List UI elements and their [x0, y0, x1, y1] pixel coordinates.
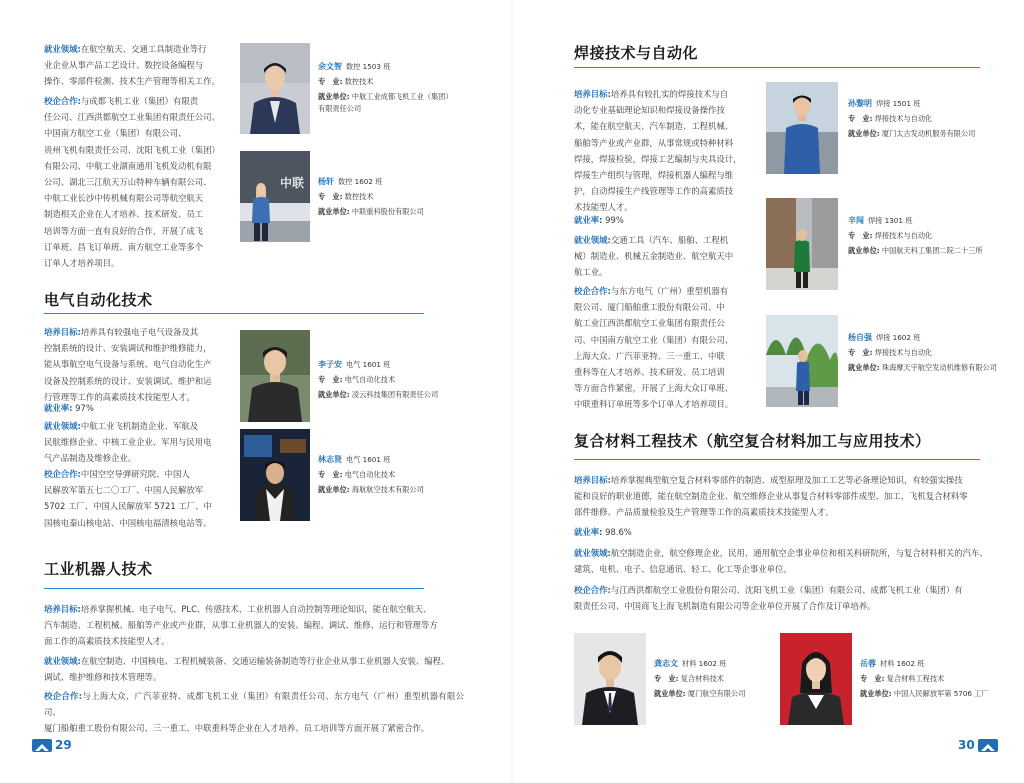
robot-coop: 校企合作:与上海大众、广汽菲亚特、成都飞机工业（集团）有限责任公司、东方电气（广州）重型机器有限公司、 厦门船舶重工股份有限公司、三一重工、中联重科等企业在人才培养、员工培训等方面开展了紧密合作。	[44, 691, 464, 734]
student-photo	[766, 82, 838, 174]
section-title: 焊接技术与自动化	[574, 44, 699, 62]
weld-rate: 就业率: 99%	[574, 215, 624, 225]
elec-employment: 就业领域:中航工业飞机制造企业、军航及 民航维修企业、中核工业企业、军用与民用电 气产品制造及维修企业。	[44, 421, 212, 464]
student-photo	[766, 198, 838, 290]
robot-employment: 就业领域:在航空制造、中国核电、工程机械装备、交通运输装备制造等行业企业从事工业机器人安装、编程、 调试、维护维修和技术管理等。	[44, 656, 450, 683]
student-photo	[574, 633, 646, 725]
student-info: 余文智 数控 1503 班 专 业: 数控技术 就业单位: 中航工业成都飞机工业（集团） 有限责任公司	[318, 62, 453, 113]
label: 就业领域:	[44, 44, 81, 54]
weld-coop: 校企合作:与东方电气（广州）重型机器有 限公司、厦门船舶重工股份有限公司、中 航工业江西洪都航空工业集团有限责任公 司、中国南方航空工业（集团）有限公司、 上海大众、广汽菲亚特、三一重工、中联 重科等在人才培养、技术研发、员工培训 等方面合作紧密，开展了上海大众订单班、 中联重科订单班等多个订单人才培养项目。	[574, 286, 734, 410]
section-title: 复合材料工程技术（航空复合材料加工与应用技术）	[574, 432, 931, 450]
student-info: 杨轩 数控 1602 班 专 业: 数控技术 就业单位: 中联重科股份有限公司	[318, 177, 424, 216]
student-photo	[766, 315, 838, 407]
student-photo	[780, 633, 852, 725]
college-logo-icon	[32, 739, 52, 752]
robot-goal: 培养目标:培养掌握机械、电子电气、PLC、传感技术、工业机器人自动控制等理论知识，能在航空航天、 汽车制造、工程机械、船舶等产业或产业群，从事工业机器人的安装、编程、调试、维修、运行和管理等方 面工作的高素质技术技能型人才。	[44, 604, 438, 647]
student-photo	[240, 429, 310, 521]
top-employment: 就业领域:在航空航天、交通工具制造业等行 业企业从事产品工艺设计、数控设备编程与 操作、零部件检测、技术生产管理等相关工作。	[44, 44, 220, 87]
top-coop: 校企合作:与成都飞机工业（集团）有限责 任公司、江西洪都航空工业集团有限责任公司、 中国南方航空工业（集团）有限公司、 贵州飞机有限责任公司、沈阳飞机工业（集团） 有限公司、中航工业湖南通用飞机发动机有限 公司、湖北三江航天万山特种车辆有限公司、 中航工业长沙中传机械有限公司等航空航天 制造相关企业在人才培养、技术研发、员工 培训等方面一直有良好的合作，开展了成飞 订单班、昌飞订单班、南方航空工业等多个 订单人才培养项目。	[44, 96, 220, 269]
comp-coop: 校企合作:与江西洪都航空工业股份有限公司、沈阳飞机工业（集团）有限公司、成都飞机工业（集团）有 限责任公司、中国商飞上海飞机制造有限公司等企业单位开展了合作及订单培养。	[574, 585, 963, 612]
student-info: 岳蓉 材料 1602 班 专 业: 复合材料工程技术 就业单位: 中国人民解放军第 5706 工厂	[860, 659, 989, 698]
section-title: 电气自动化技术	[44, 291, 153, 309]
student-info: 孙黎明 焊接 1501 班 专 业: 焊接技术与自动化 就业单位: 厦门太古发动机服务有限公司	[848, 99, 976, 138]
elec-goal: 培养目标:培养具有较强电子电气设备及其 控制系统的设计、安装调试和维护维修能力， 能从事航空电气设备与系统、电气自动化生产 设备及控制系统的设计、安装调试、维护和运 行管理等工作的高素质技术技能型人才。	[44, 327, 212, 402]
student-photo	[240, 151, 310, 242]
section-title: 工业机器人技术	[44, 560, 153, 578]
right-page	[512, 0, 1024, 783]
section-divider	[44, 588, 424, 589]
section-divider	[574, 67, 980, 68]
student-info: 龚志文 材料 1602 班 专 业: 复合材料技术 就业单位: 厦门航空有限公司	[654, 659, 746, 698]
section-divider	[44, 313, 424, 314]
college-logo-icon	[978, 739, 998, 752]
student-info: 林志贤 电气 1601 班 专 业: 电气自动化技术 就业单位: 海航航空技术有限公司	[318, 455, 424, 494]
weld-goal: 培养目标:培养具有较扎实的焊接技术与自 动化专业基础理论知识和焊接设备操作技 术，能在航空航天、汽车制造、工程机械、 船舶等产业或产业群，从事常规或特种材料 焊接，焊接检验，焊接工艺编制与夹具设计， 焊接生产组织与管理，焊接机器人编程与维 护，自动焊接生产线管理等工作的高素质技 术技能型人才。	[574, 89, 742, 213]
svg-text:中联: 中联	[280, 176, 305, 190]
page-number: 29	[55, 738, 72, 752]
comp-rate: 就业率: 98.6%	[574, 527, 632, 537]
comp-employment: 就业领域:航空制造企业，航空修理企业，民用、通用航空企事业单位和相关科研院所，与复合材料相关的汽车、 建筑、电机、电子、信息通讯、轻工、化工等企事业单位。	[574, 548, 988, 575]
student-info: 杨自强 焊接 1602 班 专 业: 焊接技术与自动化 就业单位: 珠海摩天宇航空发动机维修有限公司	[848, 333, 997, 372]
student-photo	[240, 330, 310, 422]
student-photo	[240, 43, 310, 134]
elec-rate: 就业率: 97%	[44, 403, 94, 413]
weld-employment: 就业领域:交通工具（汽车、船舶、工程机 械）制造业、机械五金制造业、航空航天中 航工业。	[574, 235, 734, 278]
label: 校企合作:	[44, 96, 81, 106]
section-divider	[574, 459, 980, 460]
student-info: 李子安 电气 1601 班 专 业: 电气自动化技术 就业单位: 凌云科技集团有限责任公司	[318, 360, 439, 399]
page-number: 30	[958, 738, 975, 752]
student-info: 辛闯 焊接 1301 班 专 业: 焊接技术与自动化 就业单位: 中国航天科工集团二院二十三所	[848, 216, 983, 255]
elec-coop: 校企合作:中国空空导弹研究院、中国人 民解放军第五七二〇工厂、中国人民解放军 5702 工厂、中国人民解放军 5721 工厂、中 国核电秦山核电站、中国核电福清核电站等。	[44, 469, 212, 528]
comp-goal: 培养目标:培养掌握典型航空复合材料零部件的制造、成型原理及加工工艺等必备理论知识，有较强实操技 能和良好的职业道德，能在航空制造企业、航空维修企业从事复合材料零部件成型、加工、飞机复合材料零 部件维修、产品质量检验及生产管理等工作的高素质技术技能型人才。	[574, 475, 968, 518]
